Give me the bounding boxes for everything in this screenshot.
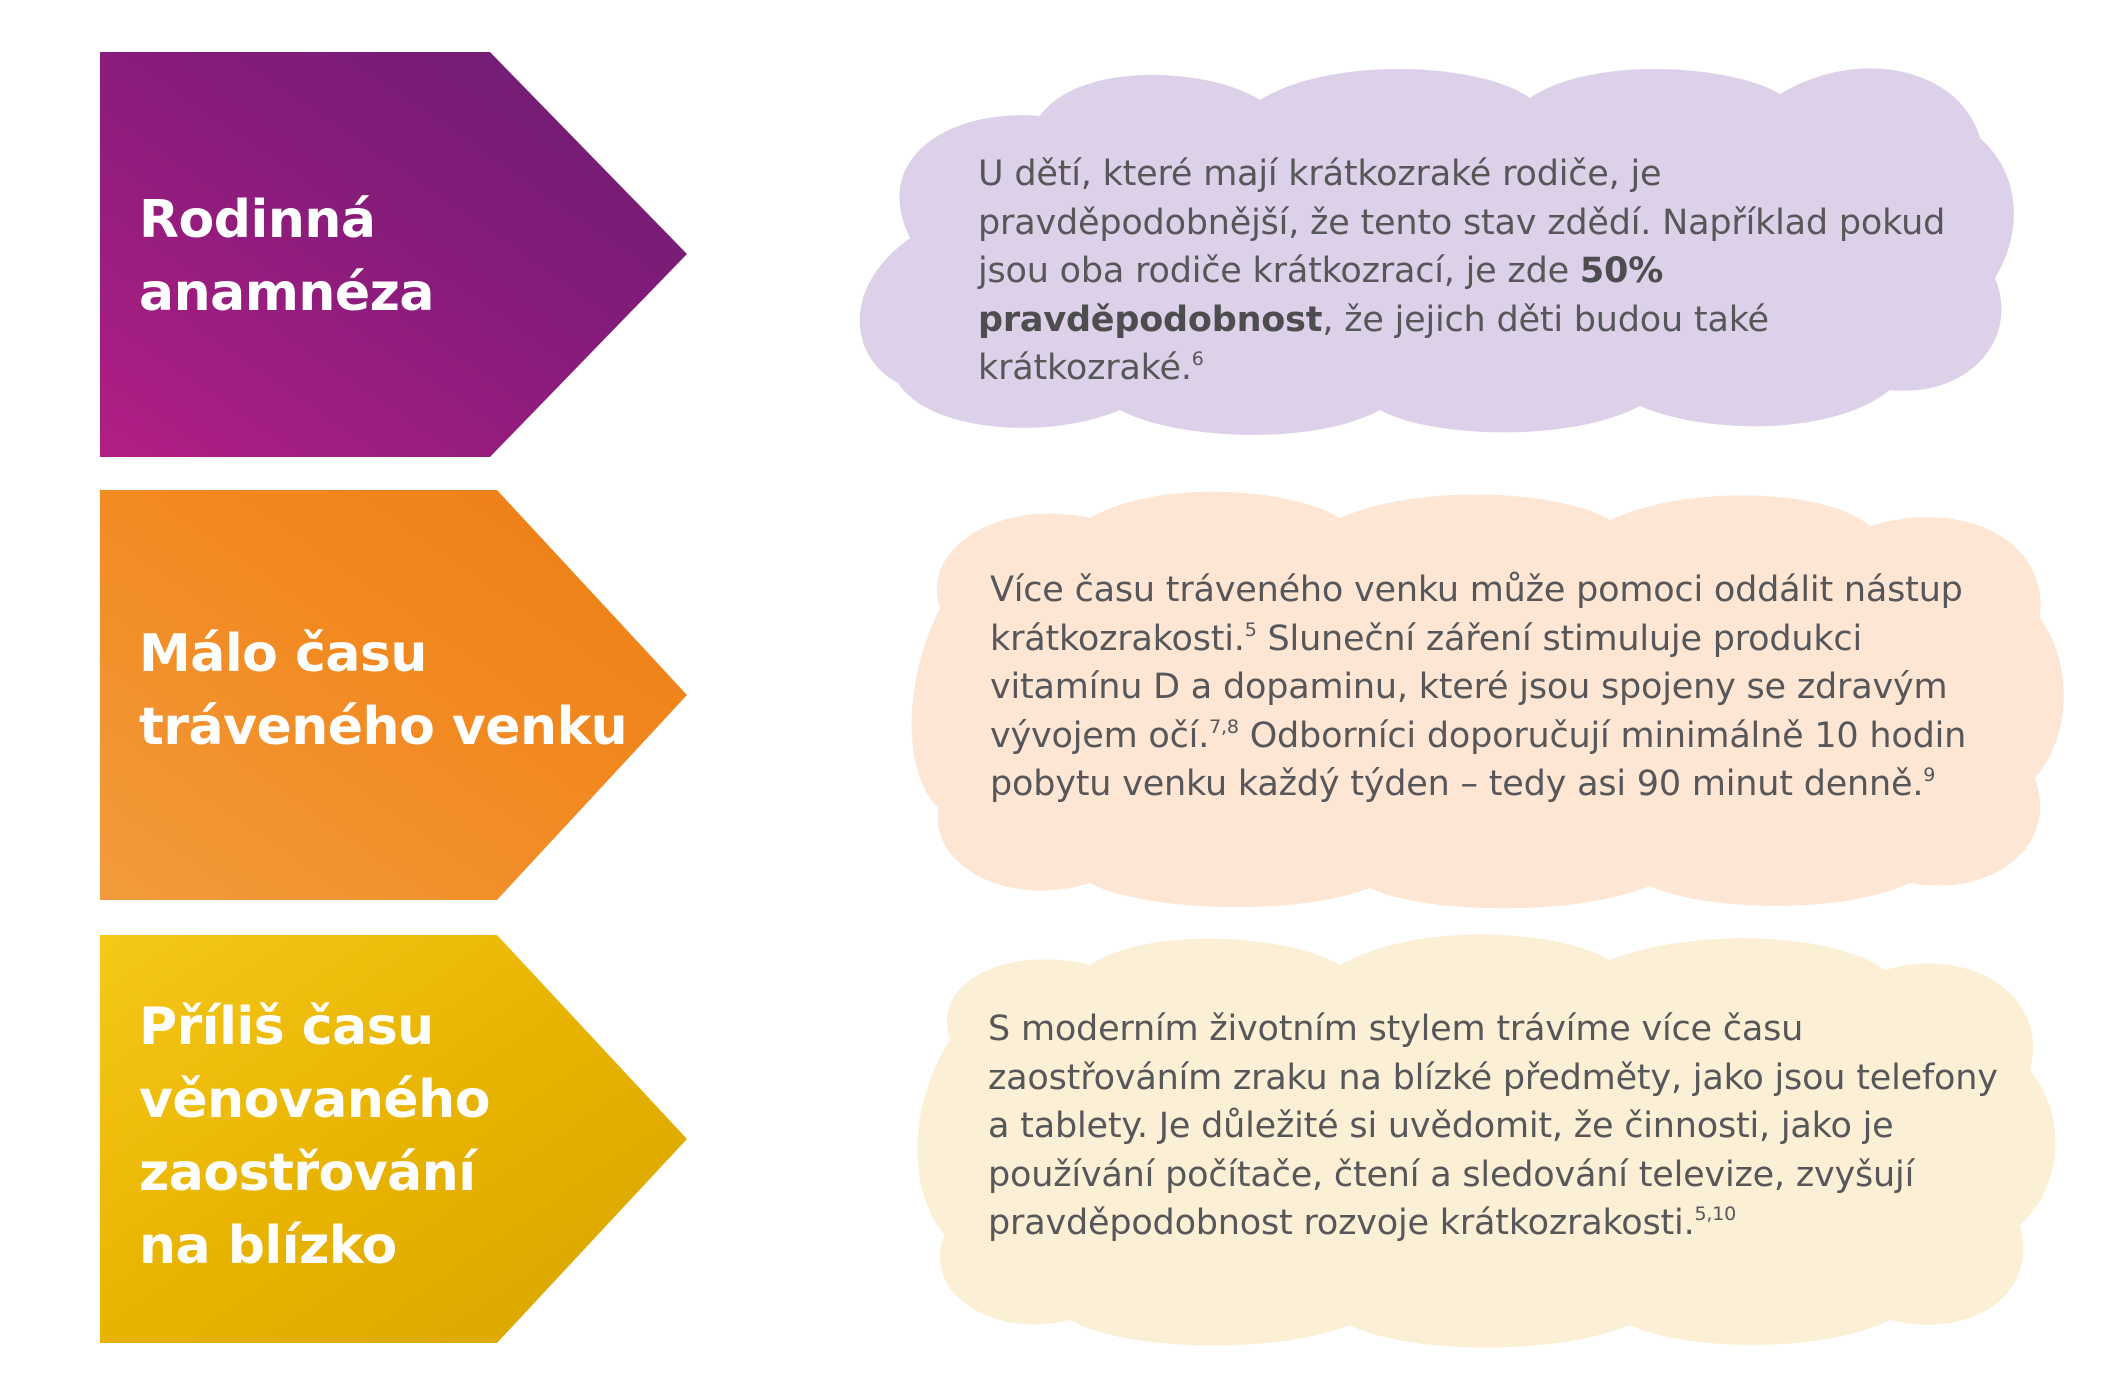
factor-title [139,991,490,1283]
title-line: na blízko [139,1216,397,1276]
factor-arrow-near-work [100,935,687,1340]
description-text: S moderním životním stylem trávíme více času zaostřováním zraku na blízké předměty, jako jsou telefony a tablety. Je důležité si uvědomit, že činnosti, jako je používání počítače, čtení a sledování televize, zvyšují pravděpodobnost rozvoje krátkozrakosti.$^{5,10}$ [988,1009,1998,1243]
title-line: Málo času [139,624,427,684]
reference-superscript: 7,8 [1209,715,1239,738]
title-line: Rodinná [139,190,376,250]
reference-superscript: 5,10 [1694,1203,1737,1225]
reference-superscript: 5 [1244,618,1257,641]
title-line: věnovaného [139,1070,490,1130]
description-bubble-near-work [900,920,2080,1360]
description-bubble-family-history [830,38,2030,448]
highlight-probability: 50% pravděpodobnost [978,251,1664,340]
title-line: tráveného venku [139,697,628,757]
reference-superscript: 6 [1191,348,1204,370]
title-line: zaostřování [139,1143,476,1203]
title-line: Příliš času [139,997,434,1057]
description-text: U dětí, které mají krátkozraké rodiče, je pravděpodobnější, že tento stav zdědí. Například pokud jsou oba rodiče krátkozrací, je zde 50% pravděpodobnost, že jejich děti budou také krátkozraké.$^6$ [978,154,1946,388]
factor-arrow-outdoor-time [100,490,687,895]
title-line: anamnéza [139,263,435,323]
description-text: Více času tráveného venku může pomoci oddálit nástup krátkozrakosti.$^5$ Sluneční záření stimuluje produkci vitamínu D a dopaminu, které jsou spojeny se zdravým vývojem očí.$^{7,8}$ Odborníci doporučují minimálně 10 hodin pobytu venku každý týden – tedy asi 90 minut denně.$^9$ [990,570,1967,804]
factor-arrow-family-history [100,52,687,457]
reference-superscript: 9 [1923,764,1936,786]
description-bubble-outdoor-time [900,478,2080,918]
factor-title [139,184,434,330]
factor-title [139,618,627,764]
